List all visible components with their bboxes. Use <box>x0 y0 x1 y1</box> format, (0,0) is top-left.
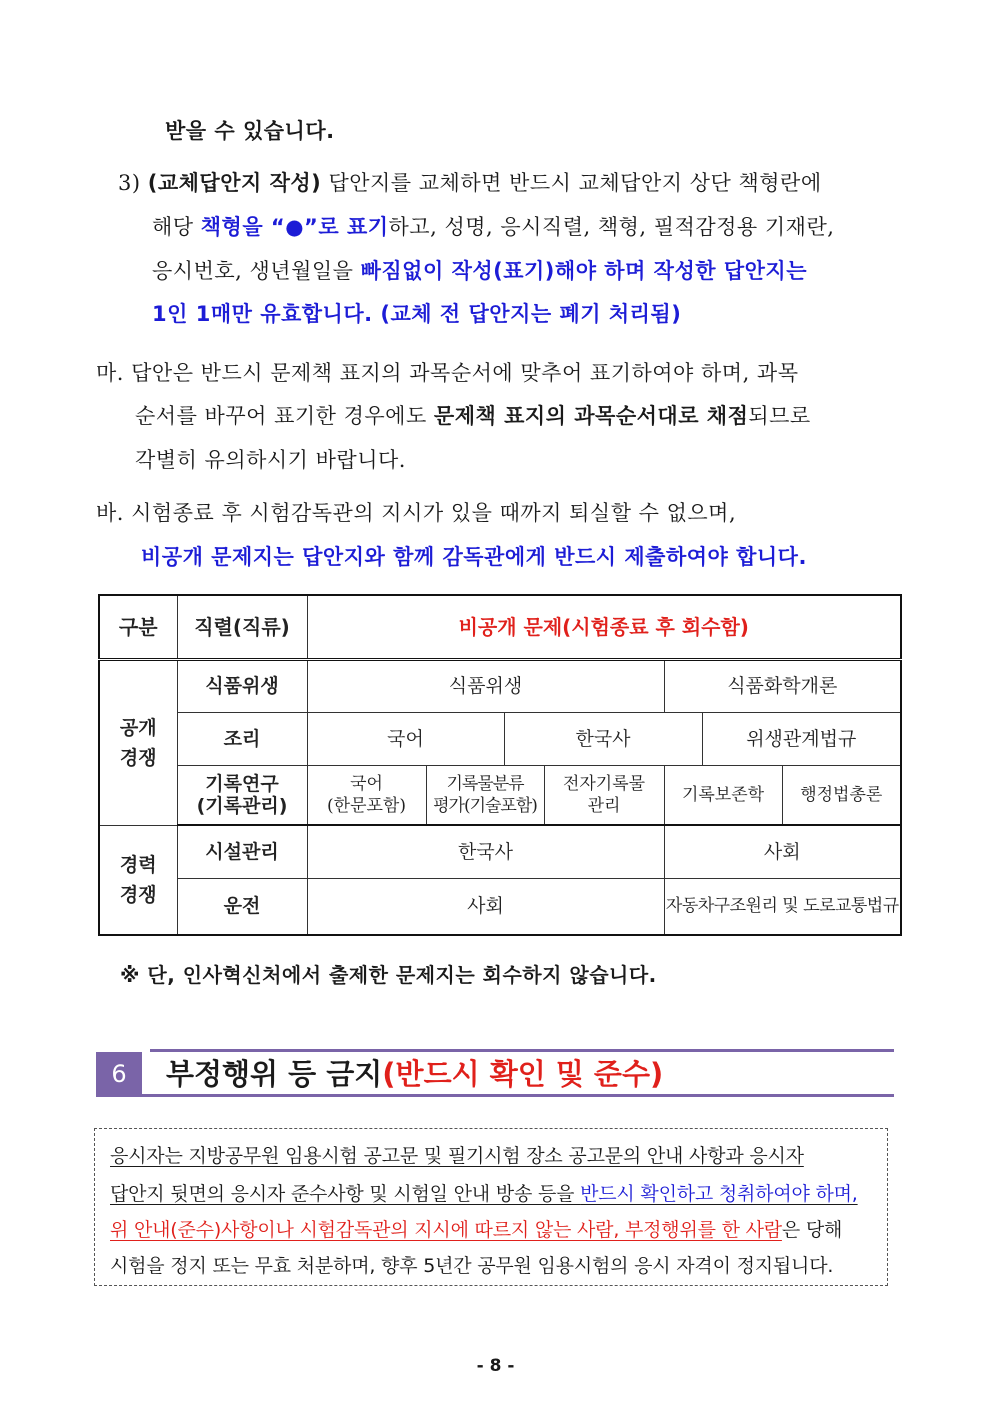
subject-cell: 한국사 <box>307 825 664 878</box>
private-exam-table <box>98 594 902 936</box>
item3-number: 3) <box>118 171 141 195</box>
table-row <box>99 825 901 878</box>
table-row <box>99 878 901 935</box>
ma-l2-text: 순서를 바꾸어 표기한 경우에도 <box>135 404 434 428</box>
notice-l2-emph: 반드시 확인하고 청취하여야 하며, <box>580 1183 858 1205</box>
item3-l2-text: 해당 <box>152 215 201 239</box>
subject-cell: 국어 (한문포함) <box>307 765 426 825</box>
ma-line2 <box>135 401 811 431</box>
continued-line: 받을 수 있습니다. <box>165 119 335 143</box>
subject-cell: 사회 <box>664 825 901 878</box>
subject-cell: 기록물분류 평가(기술포함) <box>426 765 544 825</box>
item3-l2-emph: 책형을 “●”로 표기 <box>200 215 389 239</box>
header-jikryeol: 직렬(직류) <box>177 595 307 659</box>
subject-cell: 사회 <box>307 878 664 935</box>
table-row <box>99 765 901 825</box>
ma-l2-emph: 문제책 표지의 과목순서대로 채점 <box>433 404 749 428</box>
subject-cell: 식품위생 <box>307 659 664 712</box>
section-title-emph: (반드시 확인 및 준수) <box>382 1057 664 1091</box>
group-open-competition: 공개 경쟁 <box>99 659 177 825</box>
page-number: - 8 - <box>476 1356 515 1376</box>
item3-line3 <box>152 256 807 286</box>
table-note: ※ 단, 인사혁신처에서 출제한 문제지는 회수하지 않습니다. <box>120 963 657 987</box>
row-name-food-hygiene: 식품위생 <box>177 659 307 712</box>
notice-line1: 응시자는 지방공무원 임용시험 공고문 및 필기시험 장소 공고문의 안내 사항과 응시자 <box>110 1145 804 1167</box>
section-top-rule <box>150 1049 894 1052</box>
section-title <box>166 1054 663 1094</box>
table-row <box>99 659 901 712</box>
row-name-records: 기록연구 (기록관리) <box>177 765 307 825</box>
section-bottom-rule <box>96 1094 894 1097</box>
row-name-cooking: 조리 <box>177 712 307 765</box>
subject-cell: 행정법총론 <box>782 765 901 825</box>
subject-cell: 자동차구조원리 및 도로교통법규 <box>664 878 901 935</box>
notice-line2 <box>110 1180 858 1208</box>
notice-line4: 시험을 정지 또는 무효 처분하며, 향후 5년간 공무원 임용시험의 응시 자격이 정지됩니다. <box>110 1255 834 1277</box>
item3-l3-emph: 빠짐없이 작성(표기)해야 하며 작성한 답안지는 <box>360 259 807 283</box>
ma-l2-rest: 되므로 <box>748 404 811 428</box>
item3-text: 답안지를 교체하면 반드시 교체답안지 상단 책형란에 <box>321 171 822 195</box>
header-private-questions: 비공개 문제(시험종료 후 회수함) <box>307 595 901 659</box>
ba-line1: 바. 시험종료 후 시험감독관의 지시가 있을 때까지 퇴실할 수 없으며, <box>96 501 737 525</box>
header-gubun: 구분 <box>99 595 177 659</box>
table-header-row <box>99 595 901 659</box>
notice-l3-emph: 위 안내(준수)사항이나 시험감독관의 지시에 따르지 않는 사람, 부정행위를 한 사람 <box>110 1219 782 1241</box>
ma-line1: 마. 답안은 반드시 문제책 표지의 과목순서에 맞추어 표기하여야 하며, 과목 <box>96 361 799 385</box>
subject-cell: 한국사 <box>504 712 702 765</box>
notice-l2-text: 답안지 뒷면의 응시자 준수사항 및 시험일 안내 방송 등을 <box>110 1183 581 1205</box>
item3-line2 <box>152 212 834 242</box>
item3-line4: 1인 1매만 유효합니다. (교체 전 답안지는 폐기 처리됨) <box>152 302 682 326</box>
table-row <box>99 712 901 765</box>
section-title-main: 부정행위 등 금지 <box>166 1057 383 1091</box>
subject-cell: 기록보존학 <box>664 765 782 825</box>
subject-cell: 식품화학개론 <box>664 659 901 712</box>
subject-cell: 위생관계법규 <box>702 712 901 765</box>
subject-cell: 전자기록물 관리 <box>544 765 664 825</box>
notice-l3-text: 은 당해 <box>781 1219 843 1241</box>
item3-l2-rest: 하고, 성명, 응시직렬, 책형, 필적감정용 기재란, <box>388 215 835 239</box>
group-career-competition: 경력 경쟁 <box>99 825 177 935</box>
item3-heading: (교체답안지 작성) <box>147 171 322 195</box>
ma-line3: 각별히 유의하시기 바랍니다. <box>135 448 406 472</box>
ba-line2: 비공개 문제지는 답안지와 함께 감독관에게 반드시 제출하여야 합니다. <box>141 545 807 569</box>
section-number-badge: 6 <box>96 1052 142 1096</box>
item3-line1 <box>118 168 822 198</box>
row-name-driving: 운전 <box>177 878 307 935</box>
row-name-facility: 시설관리 <box>177 825 307 878</box>
subject-cell: 국어 <box>307 712 504 765</box>
notice-line3 <box>110 1216 842 1244</box>
item3-l3-text: 응시번호, 생년월일을 <box>152 259 361 283</box>
